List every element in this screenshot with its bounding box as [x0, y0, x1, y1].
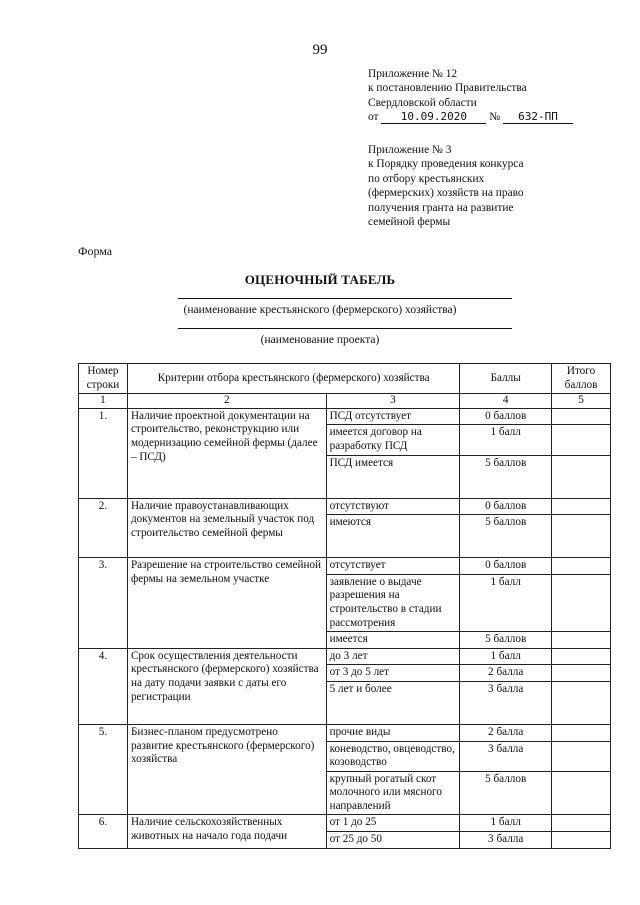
total-cell[interactable] — [552, 558, 611, 575]
total-cell[interactable] — [552, 425, 611, 455]
appendix-sub — [368, 143, 618, 229]
column-number-row — [79, 394, 611, 409]
total-cell[interactable] — [552, 832, 611, 849]
criterion-cell: Наличие сельскохозяйственных животных на начало года подачи — [127, 815, 326, 848]
header-scores: Баллы — [460, 364, 552, 394]
score-cell: 0 баллов — [460, 408, 552, 425]
score-cell: 5 баллов — [460, 632, 552, 649]
score-cell: 1 балл — [460, 425, 552, 455]
score-cell: 5 баллов — [460, 771, 552, 815]
condition-cell: имеются — [326, 515, 460, 558]
page-number: 99 — [312, 42, 328, 58]
row-number: 3. — [79, 558, 128, 649]
table-row — [79, 498, 611, 515]
table-header-row — [79, 364, 611, 394]
score-cell: 5 баллов — [460, 455, 552, 498]
appendix-line: к постановлению Правительства — [368, 82, 527, 95]
appendix-line: к Порядку проведения конкурса — [368, 158, 524, 171]
condition-cell: от 1 до 25 — [326, 815, 460, 832]
total-cell[interactable] — [552, 771, 611, 815]
total-cell[interactable] — [552, 681, 611, 724]
order-number: 632-ПП — [503, 111, 573, 124]
condition-cell: отсутствуют — [326, 498, 460, 515]
appendix-line: по отбору крестьянских — [368, 172, 485, 185]
row-number: 1. — [79, 408, 128, 498]
total-cell[interactable] — [552, 498, 611, 515]
column-number: 3 — [326, 394, 460, 409]
column-number: 2 — [127, 394, 326, 409]
total-cell[interactable] — [552, 455, 611, 498]
total-cell[interactable] — [552, 648, 611, 665]
appendix-line: (фермерских) хозяйств на право — [368, 187, 524, 200]
criterion-cell: Разрешение на строительство семейной фермы на земельном участке — [127, 558, 326, 649]
appendix-line: Приложение № 12 — [368, 68, 458, 80]
table-row — [79, 558, 611, 575]
row-number: 2. — [79, 498, 128, 558]
condition-cell: от 25 до 50 — [326, 832, 460, 849]
total-cell[interactable] — [552, 741, 611, 771]
score-cell: 3 балла — [460, 741, 552, 771]
condition-cell: отсутствует — [326, 558, 460, 575]
project-name-caption: (наименование проекта) — [260, 334, 380, 346]
appendix-main — [368, 67, 618, 125]
column-number: 5 — [552, 394, 611, 409]
row-number: 4. — [79, 648, 128, 724]
condition-cell: от 3 до 5 лет — [326, 665, 460, 682]
column-number: 1 — [79, 394, 128, 409]
total-cell[interactable] — [552, 515, 611, 558]
score-cell: 3 балла — [460, 681, 552, 724]
row-number: 5. — [79, 724, 128, 815]
criterion-cell: Бизнес-планом предусмотрено развитие крестьянского (фермерского) хозяйства — [127, 724, 326, 815]
appendix-line: Свердловской области — [368, 96, 477, 109]
condition-cell: до 3 лет — [326, 648, 460, 665]
total-cell[interactable] — [552, 632, 611, 649]
condition-cell: 5 лет и более — [326, 681, 460, 724]
appendix-line: Приложение № 3 — [368, 144, 452, 156]
condition-cell: заявление о выдаче разрешения на строительство в стадии рассмотрения — [326, 574, 460, 631]
score-cell: 0 баллов — [460, 558, 552, 575]
condition-cell: крупный рогатый скот молочного или мясного направлений — [326, 771, 460, 815]
condition-cell: прочие виды — [326, 724, 460, 741]
column-number: 4 — [460, 394, 552, 409]
table-row — [79, 408, 611, 425]
row-number: 6. — [79, 815, 128, 848]
number-label: № — [489, 111, 501, 124]
condition-cell: ПСД отсутствует — [326, 408, 460, 425]
criterion-cell: Наличие правоустанавливающих документов на земельный участок под строительство семейной фермы — [127, 498, 326, 558]
criterion-cell: Срок осуществления деятельности крестьянского (фермерского) хозяйства на дату подачи заявки с даты его регистрации — [127, 648, 326, 724]
total-cell[interactable] — [552, 665, 611, 682]
order-date: 10.09.2020 — [381, 111, 486, 124]
score-cell: 1 балл — [460, 574, 552, 631]
form-label: Форма — [78, 244, 113, 258]
order-line — [368, 110, 618, 124]
farm-name-line — [178, 298, 512, 299]
header-row-number: Номер строки — [79, 364, 128, 394]
project-name-line — [178, 328, 512, 329]
score-cell: 0 баллов — [460, 498, 552, 515]
farm-name-caption: (наименование крестьянского (фермерского) хозяйства) — [183, 304, 457, 316]
total-cell[interactable] — [552, 724, 611, 741]
condition-cell: ПСД имеется — [326, 455, 460, 498]
total-cell[interactable] — [552, 408, 611, 425]
page-title: ОЦЕНОЧНЫЙ ТАБЕЛЬ — [244, 272, 396, 287]
table-row — [79, 815, 611, 832]
score-cell: 5 баллов — [460, 515, 552, 558]
appendix-line: семейной фермы — [368, 216, 451, 229]
from-label: от — [368, 111, 379, 124]
table-row — [79, 724, 611, 741]
evaluation-table — [78, 363, 611, 849]
total-cell[interactable] — [552, 574, 611, 631]
header-total: Итого баллов — [552, 364, 611, 394]
condition-cell: имеется — [326, 632, 460, 649]
condition-cell: коневодство, овцеводство, козоводство — [326, 741, 460, 771]
header-criteria: Критерии отбора крестьянского (фермерского) хозяйства — [127, 364, 459, 394]
table-row — [79, 648, 611, 665]
score-cell: 1 балл — [460, 648, 552, 665]
score-cell: 2 балла — [460, 724, 552, 741]
score-cell: 3 балла — [460, 832, 552, 849]
appendix-line: получения гранта на развитие — [368, 201, 514, 214]
total-cell[interactable] — [552, 815, 611, 832]
condition-cell: имеется договор на разработку ПСД — [326, 425, 460, 455]
score-cell: 1 балл — [460, 815, 552, 832]
criterion-cell: Наличие проектной документации на строительство, реконструкцию или модернизацию семейной фермы (далее – ПСД) — [127, 408, 326, 498]
score-cell: 2 балла — [460, 665, 552, 682]
